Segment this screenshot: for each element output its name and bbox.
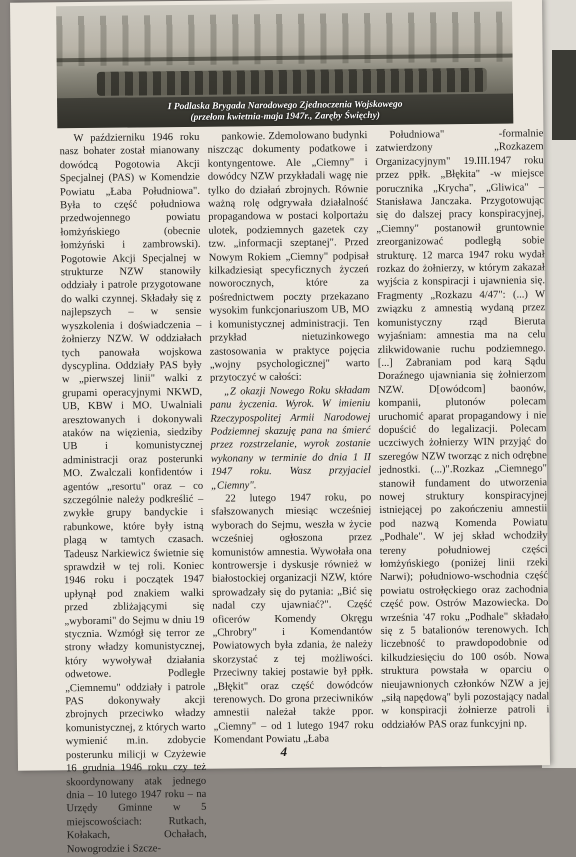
page-number: 4 bbox=[280, 743, 288, 759]
paragraph: pankowie. Zdemolowano budynki niszcząc dokumenty podatkowe i kontyngentowe. Ale „Ciemny" i dowódcy NZW przykładali wagę nie tylko do działań zbrojnych. Równie ważną rolę odgrywała działalność propagandowa w postaci kolportażu ulotek, podziemnych gazetek czy tzw. „informacji szeptanej". Przed Nowym Rokiem „Ciemny" podpisał kilkadziesiąt specyficznych życzeń noworocznych, które za pośrednictwem poczty przekazano wysokim funkcjonariuszom UB, MO i komunistycznej administracji. Ten przykład nietuzinkowego zastosowania w praktyce pojęcia „wojny psychologicznej" warto przytoczyć w całości: bbox=[207, 130, 370, 385]
header-photo bbox=[56, 2, 513, 129]
text-column-2 bbox=[207, 129, 373, 747]
text-column-3 bbox=[375, 127, 549, 732]
paragraph: 22 lutego 1947 roku, po sfałszowanych miesiąc wcześniej wyborach do Sejmu, weszła w życie wcześniej ogłoszona przez komunistów amnestia. Wywołała ona kontrowersje i dyskusje również w białostockiej organizacji NZW, które sprowadzały się do pytania: „Bić się nadal czy ujawniać?". Część oficerów Komendy Okręgu „Chrobry" i Komendantów Powiatowych była zdania, że należy skorzystać z tej możliwości. Przeciwny takiej postawie był ppłk. „Błękit" oraz część dowódców terenowych. Do grona przeciwników amnestii należał także ppor. „Ciemny" – od 1 lutego 1947 roku Komendant Powiatu „Łaba bbox=[211, 491, 374, 746]
quote-paragraph: „Z okazji Nowego Roku składam panu życzenia. Wyrok. W imieniu Rzeczypospolitej Armii Narodowej Podziemnej skazuję pana na śmierć przez rozstrzelanie, wyrok zostanie wykonany w terminie do dnia 1 II 1947 roku. Wasz przyjaciel „Ciemny". bbox=[210, 384, 371, 492]
document-page bbox=[10, 0, 550, 855]
photo-caption-line2: (przełom kwietnia-maja 1947r., Zaręby Święchy) bbox=[190, 110, 381, 123]
paragraph: W październiku 1946 roku nasz bohater został mianowany dowódcą Pogotowia Akcji Specjalnej (PAS) w Komendzie Powiatu „Łaba Południowa". Była to część południowa przedwojennego powiatu łomżyńskiego (obecnie łomżyński i zambrowski). Pogotowie Akcji Specjalnej w strukturze NZW stanowiły oddziały i patrole przygotowane do walki czynnej. Składały się z najlepszych – w sensie wyszkolenia i doświadczenia – żołnierzy NZW. W oddziałach tych panowała wojskowa dyscyplina. Oddziały PAS były w „pierwszej linii" walki z grupami operacyjnymi NKWD, UB, KBW i MO. Uwalniali aresztowanych i dokonywali ataków na więzienia, siedziby UB i komunistycznej administracji oraz posterunki MO. Zwalczali konfidentów i agentów „resortu" oraz – co szczególnie należy podkreślić – zwykłe grupy bandyckie i rabunkowe, które były istną plagą w tamtych czasach. Tadeusz Narkiewicz świetnie się sprawdził w tej roli. Koniec 1946 roku i początek 1947 upłynął pod znakiem walki przed zbliżającymi się „wyborami" do Sejmu w dniu 19 stycznia. Wzmógł się terror ze strony władzy komunistycznej, który wywoływał działania odwetowe. Podległe „Ciemnemu" oddziały i patrole PAS dokonywały akcji zbrojnych przeciwko władzy komunistycznej, z których warto wymienić m.in. zdobycie posterunku milicji w Czyżewie 16 grudnia 1946 roku czy też skoordynowany atak jednego dnia – 10 lutego 1947 roku – na Urzędy Gminne w 5 miejscowościach: Rutkach, Kołakach, Ochałach, Nowogrodzie i Szcze- bbox=[59, 131, 207, 855]
paragraph: Południowa" -formalnie zatwierdzony „Rozkazem Organizacyjnym" 19.III.1947 roku przez ppłk. „Błękita" -w miejsce porucznika „Krycha", „Gliwica" – Stanisława Janczaka. Przygotowując się do dalszej pracy konspiracyjnej, „Ciemny" postanowił gruntownie zreorganizować podległą sobie strukturę. 12 marca 1947 roku wydał rozkaz do żołnierzy, w którym zakazał wyjścia z konspiracji i ujawnienia się. Fragmenty „Rozkazu 4/47": (...) W związku z amnestią wydaną przez komunistyczny rząd Bieruta wyjaśniam: amnestia ma na celu zlikwidowanie ruchu podziemnego. [...] Zabraniam pod karą Sądu Doraźnego ujawniania się żołnierzom NZW. D[owódcom] baonów, kompanii, plutonów polecam uruchomić aparat propagandowy i nie dopuścić do legalizacji. Polecam uczciwych żołnierzy WIN przyjąć do szeregów NZW tworząc z nich odrębne jednostki. (...)".Rozkaz „Ciemnego" stanowił fundament do utworzenia nowej struktury konspiracyjnej istniejącej po zakończeniu amnestii pod nazwą Komenda Powiatu „Podhale". W jej skład wchodziły tereny południowej części łomżyńskiego (poniżej linii rzeki Narwi); południowo-wschodnia część powiatu ostrołęckiego oraz zachodnia część pow. Ostrów Mazowiecka. Do września '47 roku „Podhale" składało się z 5 batalionów terenowych. Ich liczebność to prawdopodobnie od kilkudziesięciu do 100 osób. Nowa struktura powstała w oparciu o nieujawnionych członków NZW a jej „siłą napędową" byli pozostający nadal w konspiracji żołnierze patroli i oddziałów PAS oraz funkcyjni np. bbox=[375, 128, 550, 731]
photo-caption-line1: I Podlaska Brygada Narodowego Zjednoczenia Wojskowego bbox=[167, 99, 403, 113]
photo-soldiers-group bbox=[97, 68, 487, 96]
adjacent-photo-edge bbox=[552, 50, 576, 140]
